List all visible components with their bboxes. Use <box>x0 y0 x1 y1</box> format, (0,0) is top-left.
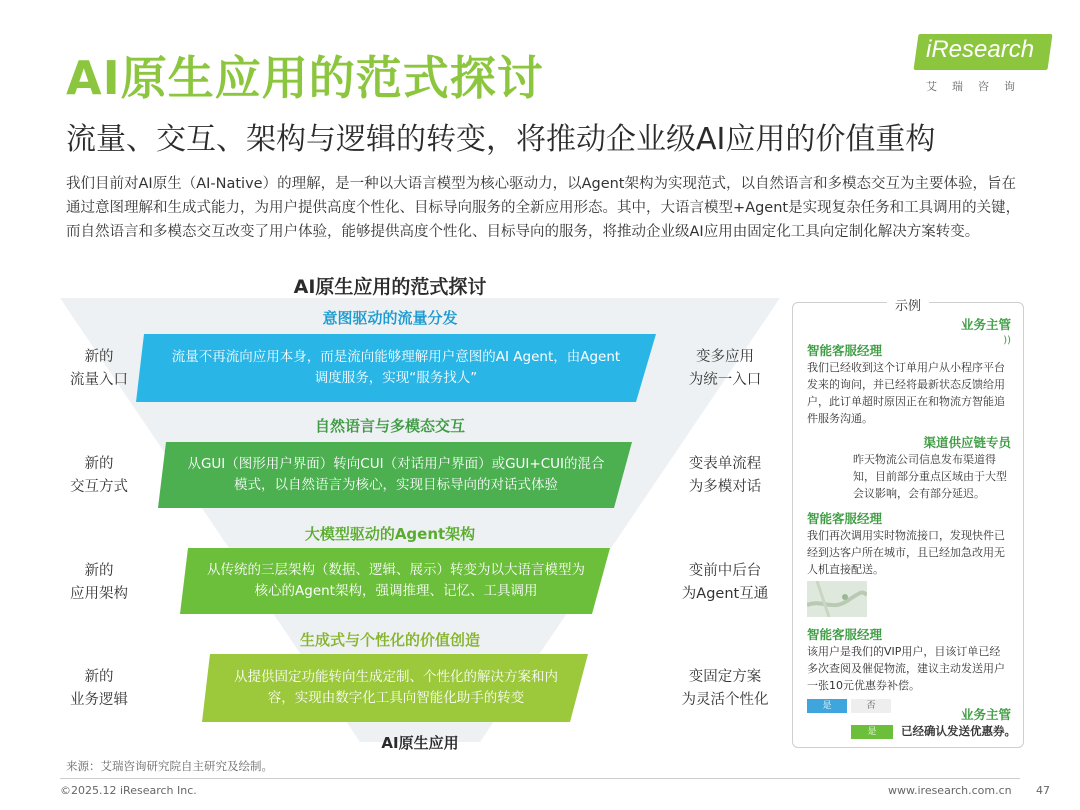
layer-3-left-label: 新的 应用架构 <box>70 563 128 602</box>
no-button[interactable]: 否 <box>851 699 891 713</box>
page-subtitle: 流量、交互、架构与逻辑的转变，将推动企业级AI应用的价值重构 <box>66 122 936 157</box>
example-message-2: 昨天物流公司信息发布渠道得知，目前部分重点区域由于大型会议影响，会有部分延迟。 <box>853 453 1007 500</box>
example-message-3: 我们再次调用实时物流接口，发现快件已经到达客户所在城市，且已经加急改用无人机直接配送。 <box>807 529 1005 576</box>
example-role-cs-2: 智能客服经理 <box>807 511 883 526</box>
layer-1-left-label: 新的 流量入口 <box>70 349 128 388</box>
yes-button[interactable]: 是 <box>807 699 847 713</box>
example-title <box>793 295 1023 314</box>
logo-subtitle: 艾瑞咨询 <box>926 80 1030 93</box>
example-role-manager-2: 业务主管 <box>960 707 1011 722</box>
layer-4-right-label: 变固定方案 为灵活个性化 <box>681 669 769 708</box>
layer-2-heading: 自然语言与多模态交互 <box>314 417 465 435</box>
example-role-cs-3: 智能客服经理 <box>807 627 883 642</box>
layer-4-description: 从提供固定功能转向生成定制、个性化的解决方案和内容，实现由数字化工具向智能化助手的转变 <box>234 669 558 706</box>
layer-1-description: 流量不再流向应用本身，而是流向能够理解用户意图的AI Agent，由Agent调度服务，实现“服务找人” <box>171 349 621 386</box>
layer-3-right-label: 变前中后台 为Agent互通 <box>681 563 769 602</box>
example-message-5: 已经确认发送优惠券。 <box>901 724 1016 738</box>
map-thumbnail <box>807 581 867 617</box>
layer-2-description: 从GUI（图形用户界面）转向CUI（对话用户界面）或GUI+CUI的混合模式，以自然语言为核心，实现目标导向的对话式体验 <box>187 456 605 493</box>
layer-2-left-label: 新的 交互方式 <box>70 456 128 495</box>
diagram-title: AI原生应用的范式探讨 <box>293 276 487 298</box>
layer-1-heading: 意图驱动的流量分发 <box>322 309 458 327</box>
logo-word: iResearch <box>926 36 1035 63</box>
source-note: 来源：艾瑞咨询研究院自主研究及绘制。 <box>66 759 273 773</box>
layer-3-heading: 大模型驱动的Agent架构 <box>304 525 476 543</box>
example-panel <box>792 299 1024 748</box>
voice-icon: )) <box>1003 335 1011 346</box>
iresearch-logo <box>916 34 1050 96</box>
website-link[interactable]: www.iresearch.com.cn <box>888 784 1012 797</box>
example-role-manager-1: 业务主管 <box>960 317 1011 332</box>
example-message-1: 我们已经收到这个订单用户从小程序平台发来的询问，并已经将最新状态反馈给用户，此订单超时原因正在和物流方智能追件服务沟通。 <box>807 361 1005 425</box>
page-number: 47 <box>1036 784 1050 797</box>
example-role-cs-1: 智能客服经理 <box>807 343 883 358</box>
confirm-yes-badge: 是 <box>851 725 893 739</box>
page-title: AI原生应用的范式探讨 <box>66 51 544 105</box>
example-title-text: 示例 <box>887 299 929 314</box>
example-message-4: 该用户是我们的VIP用户，目该订单已经多次查阅及催促物流，建议主动发送用户一张10元优惠券补偿。 <box>807 645 1005 692</box>
intro-paragraph: 我们目前对AI原生（AI-Native）的理解，是一种以大语言模型为核心驱动力，以Agent架构为实现范式，以自然语言和多模态交互为主要体验，旨在通过意图理解和生成式能力，为用户提供高度个性化、目标导向服务的全新应用形态。其中，大语言模型+Agent是实现复杂任务和工具调用的关键，而自然语言和多模态交互改变了用户体验，能够提供高度个性化、目标导向的服务，将推动企业级AI应用由固定化工具向定制化解决方案转变。 <box>66 176 1021 240</box>
footer-divider <box>60 778 1020 779</box>
copyright: ©2025.12 iResearch Inc. <box>60 784 197 797</box>
funnel-bottom-label: AI原生应用 <box>381 734 459 752</box>
layer-4-heading: 生成式与个性化的价值创造 <box>299 631 480 649</box>
layer-2-right-label: 变表单流程 为多模对话 <box>688 456 762 495</box>
layer-3-description: 从传统的三层架构（数据、逻辑、展示）转变为以大语言模型为核心的Agent架构，强调推理、记忆、工具调用 <box>207 562 585 599</box>
layer-1-right-label: 变多应用 为统一入口 <box>688 349 762 388</box>
example-role-supply: 渠道供应链专员 <box>923 435 1011 450</box>
layer-4-left-label: 新的 业务逻辑 <box>70 669 128 708</box>
